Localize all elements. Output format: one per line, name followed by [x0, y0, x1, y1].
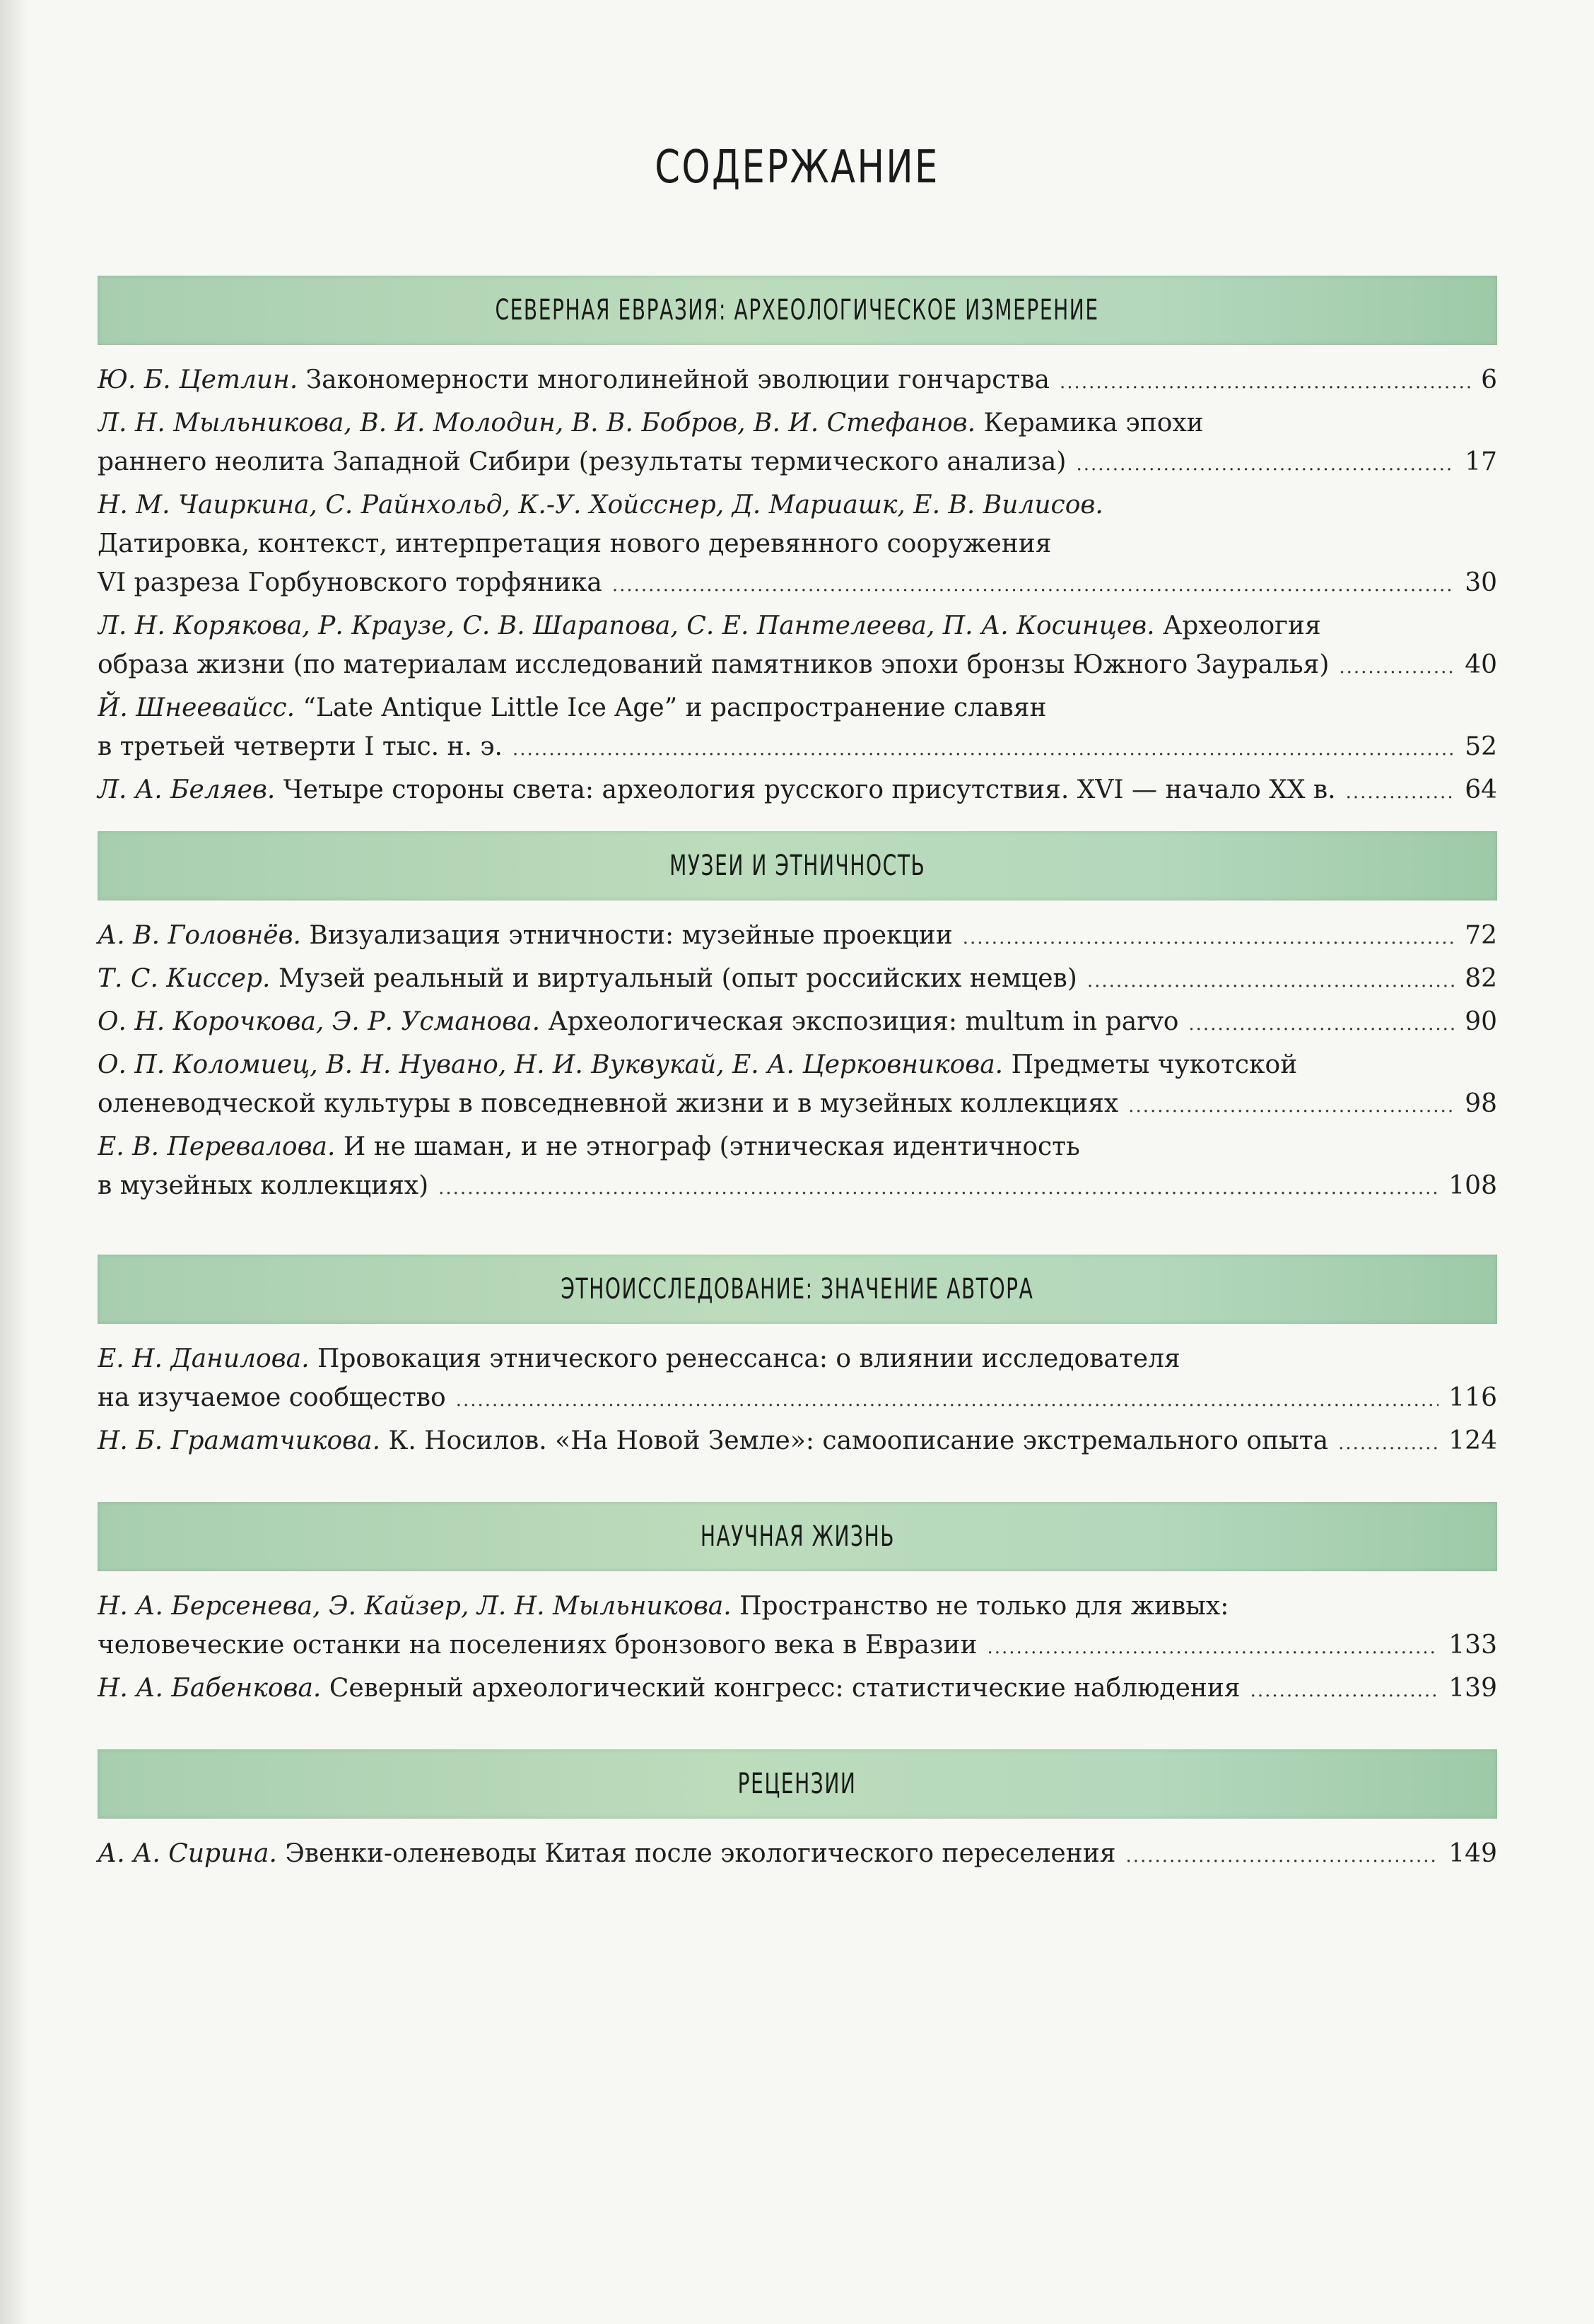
toc-entry[interactable]	[98, 916, 1497, 958]
entry-author: О. Н. Корочкова, Э. Р. Усманова.	[98, 1007, 541, 1036]
section-heading-band	[98, 831, 1497, 900]
entry-title-text: оленеводческой культуры в повседневной жизни и в музейных коллекциях	[98, 1089, 1119, 1118]
section-heading-band	[98, 1255, 1497, 1324]
entry-list	[98, 1834, 1497, 1876]
entry-last-line	[98, 1834, 1497, 1876]
entry-title-text: Пространство не только для живых:	[731, 1592, 1229, 1621]
page-number: 108	[1448, 1171, 1497, 1200]
entry-line	[98, 404, 1497, 442]
entry-author: О. П. Коломиец, В. Н. Нувано, Н. И. Вуквукай, Е. А. Церковникова.	[98, 1050, 1004, 1079]
toc-entry[interactable]	[98, 1002, 1497, 1044]
page-number: 30	[1465, 568, 1497, 597]
entry-title-text: К. Носилов. «На Новой Земле»: самоописание экстремального опыта	[380, 1426, 1329, 1455]
page-number: 90	[1465, 1007, 1497, 1036]
page-number: 139	[1448, 1674, 1497, 1703]
section-heading: СЕВЕРНАЯ ЕВРАЗИЯ: АРХЕОЛОГИЧЕСКОЕ ИЗМЕРЕНИЕ	[495, 294, 1100, 327]
entry-last-line	[98, 727, 1497, 769]
toc-entry[interactable]	[98, 1339, 1497, 1420]
dot-leader	[1076, 445, 1455, 484]
page-number: 98	[1465, 1089, 1497, 1118]
toc-entry[interactable]	[98, 1421, 1497, 1463]
entry-title-text: Археология	[1154, 611, 1321, 640]
entry-title-text: человеческие останки на поселениях бронзового века в Евразии	[98, 1631, 978, 1660]
dot-leader	[1125, 1837, 1438, 1876]
page-number: 40	[1465, 650, 1497, 679]
entry-author: А. В. Головнёв.	[98, 921, 301, 950]
entry-last-line	[98, 645, 1497, 687]
page-number: 82	[1465, 964, 1497, 993]
dot-leader	[1060, 363, 1471, 402]
entry-last-line	[98, 1421, 1497, 1463]
page-title: СОДЕРЖАНИЕ	[655, 141, 939, 194]
page-number: 17	[1465, 447, 1497, 476]
toc-entry[interactable]	[98, 959, 1497, 1001]
entry-last-line	[98, 563, 1497, 605]
dot-leader	[1346, 773, 1455, 812]
entry-title-text: в третьей четверти I тыс. н. э.	[98, 732, 503, 761]
entry-last-line	[98, 1166, 1497, 1208]
page-number: 6	[1481, 365, 1497, 394]
entry-title-text: Четыре стороны света: археология русского присутствия. XVI — начало XX в.	[275, 775, 1336, 804]
entry-author: Л. Н. Мыльникова, В. И. Молодин, В. В. Бобров, В. И. Стефанов.	[98, 409, 976, 438]
section-heading-band	[98, 1749, 1497, 1819]
section-heading: НАУЧНАЯ ЖИЗНЬ	[700, 1520, 895, 1553]
entry-title-text: Провокация этнического ренессанса: о влиянии исследователя	[309, 1344, 1180, 1373]
entry-last-line	[98, 442, 1497, 484]
entry-author: А. А. Сирина.	[98, 1839, 277, 1868]
toc-entry[interactable]	[98, 360, 1497, 402]
entry-last-line	[98, 959, 1497, 1001]
dot-leader	[1338, 1424, 1438, 1463]
toc-entry[interactable]	[98, 486, 1497, 605]
dot-leader	[456, 1381, 1439, 1420]
entry-author: Ю. Б. Цетлин.	[98, 365, 298, 394]
toc-section	[98, 831, 1497, 1209]
page-number: 149	[1448, 1839, 1497, 1868]
toc-section	[98, 1255, 1497, 1465]
section-heading: МУЗЕИ И ЭТНИЧНОСТЬ	[669, 850, 926, 882]
entry-last-line	[98, 1626, 1497, 1667]
dot-leader	[1087, 962, 1455, 1001]
entry-last-line	[98, 1669, 1497, 1710]
entry-last-line	[98, 1002, 1497, 1044]
entry-title-text: Керамика эпохи	[975, 409, 1204, 438]
dot-leader	[988, 1628, 1439, 1667]
entry-last-line	[98, 1378, 1497, 1420]
entry-line	[98, 486, 1497, 524]
entry-line	[98, 524, 1497, 563]
entry-last-line	[98, 770, 1497, 812]
entry-title-text: в музейных коллекциях)	[98, 1171, 429, 1200]
toc-section	[98, 1749, 1497, 1877]
entry-list	[98, 1339, 1497, 1463]
toc-entry[interactable]	[98, 1587, 1497, 1667]
entry-line	[98, 688, 1497, 727]
entry-last-line	[98, 916, 1497, 958]
entry-author: Н. М. Чаиркина, С. Райнхольд, К.-У. Хойсснер, Д. Мариашк, Е. В. Вилисов.	[98, 491, 1103, 520]
entry-last-line	[98, 360, 1497, 402]
toc-section	[98, 276, 1497, 814]
entry-title-text: Северный археологический конгресс: статистические наблюдения	[321, 1674, 1241, 1703]
entry-line	[98, 1127, 1497, 1166]
entry-list	[98, 916, 1497, 1208]
entry-title-text: Эвенки-оленеводы Китая после экологического переселения	[276, 1839, 1116, 1868]
entry-author: Й. Шнеевайсс.	[98, 693, 295, 722]
entry-list	[98, 360, 1497, 812]
entry-title-text: “Late Antique Little Ice Age” и распространение славян	[295, 693, 1047, 722]
toc-entry[interactable]	[98, 1045, 1497, 1126]
page-number: 64	[1465, 775, 1497, 804]
entry-title-text: Визуализация этничности: музейные проекции	[300, 921, 953, 950]
entry-author: Л. А. Беляев.	[98, 775, 276, 804]
toc-entry[interactable]	[98, 688, 1497, 769]
entry-title-text: образа жизни (по материалам исследований памятников эпохи бронзы Южного Зауралья)	[98, 650, 1330, 679]
page-number: 52	[1465, 732, 1497, 761]
entry-title-text: Предметы чукотской	[1003, 1050, 1298, 1079]
entry-title-text: на изучаемое сообщество	[98, 1383, 446, 1412]
page-number: 116	[1448, 1383, 1497, 1412]
entry-last-line	[98, 1084, 1497, 1126]
entry-title-text: VI разреза Горбуновского торфяника	[98, 568, 602, 597]
toc-section	[98, 1502, 1497, 1712]
entry-author: Н. Б. Граматчикова.	[98, 1426, 381, 1455]
dot-leader	[963, 919, 1455, 958]
entry-author: Е. В. Перевалова.	[98, 1132, 336, 1161]
page-number: 124	[1448, 1426, 1497, 1455]
entry-author: Т. С. Киссер.	[98, 964, 271, 993]
section-heading-band	[98, 1502, 1497, 1571]
entry-line	[98, 1045, 1497, 1084]
dot-leader	[512, 730, 1455, 769]
dot-leader	[1339, 648, 1455, 687]
entry-list	[98, 1587, 1497, 1710]
toc-entry[interactable]	[98, 770, 1497, 812]
entry-line	[98, 1587, 1497, 1626]
dot-leader	[1128, 1087, 1455, 1126]
toc-entry[interactable]	[98, 404, 1497, 484]
toc-entry[interactable]	[98, 606, 1497, 687]
entry-author: Н. А. Бабенкова.	[98, 1674, 322, 1703]
entry-author: Л. Н. Корякова, Р. Краузе, С. В. Шарапова, С. Е. Пантелеева, П. А. Косинцев.	[98, 611, 1155, 640]
page-edge-shadow	[0, 0, 28, 2324]
dot-leader	[438, 1169, 1438, 1208]
entry-line	[98, 1339, 1497, 1378]
section-heading-band	[98, 276, 1497, 345]
dot-leader	[1188, 1005, 1455, 1044]
entry-title-text: Музей реальный и виртуальный (опыт российских немцев)	[270, 964, 1077, 993]
entry-title-text: Датировка, контекст, интерпретация нового деревянного сооружения	[98, 529, 1052, 558]
toc-entry[interactable]	[98, 1834, 1497, 1876]
entry-author: Е. Н. Данилова.	[98, 1344, 310, 1373]
entry-title-text: Закономерности многолинейной эволюции гончарства	[298, 365, 1050, 394]
section-heading: ЭТНОИССЛЕДОВАНИЕ: ЗНАЧЕНИЕ АВТОРА	[561, 1273, 1034, 1305]
dot-leader	[1250, 1672, 1439, 1710]
entry-title-text: И не шаман, и не этнограф (этническая идентичность	[335, 1132, 1080, 1161]
toc-entry[interactable]	[98, 1127, 1497, 1208]
page-number: 133	[1448, 1631, 1497, 1660]
dot-leader	[612, 566, 1455, 605]
section-heading: РЕЦЕНЗИИ	[738, 1768, 857, 1800]
entry-line	[98, 606, 1497, 645]
entry-title-text: Археологическая экспозиция: multum in parvo	[540, 1007, 1179, 1036]
entry-author: Н. А. Берсенева, Э. Кайзер, Л. Н. Мыльникова.	[98, 1592, 732, 1621]
page-number: 72	[1465, 921, 1497, 950]
entry-title-text: раннего неолита Западной Сибири (результаты термического анализа)	[98, 447, 1067, 476]
toc-entry[interactable]	[98, 1669, 1497, 1710]
